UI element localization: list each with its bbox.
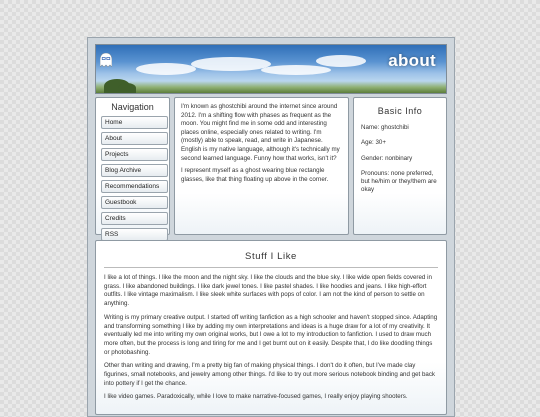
cloud-shape [261,65,331,75]
info-age: Age: 30+ [361,139,386,147]
nav-item-credits[interactable]: Credits [101,212,168,225]
nav-item-recommendations[interactable]: Recommendations [101,180,168,193]
cloud-shape [316,55,366,67]
stuff-i-like-panel [95,240,447,415]
stuff-paragraph: Other than writing and drawing, I'm a pretty big fan of making physical things. I don't do it often, but I've made clay figurines, small notebooks, and jewelry among other things. I'd like to try out more serious notebook binding and get back into pottery if I get the chance. [104,362,436,387]
ghost-icon [100,53,112,67]
stuff-paragraph: Writing is my primary creative output. I started off writing fanfiction as a high schooler and haven't stopped since. Adapting and transforming something I like by adding my own interpretations and ideas is a huge draw for a lot of my creativity. It eventually led me into writing my own original works, but I owe a lot to my introduction to fanfiction. I used to draw much more often, but the process is long and tiring for me and I get burnt out on it easily. Despite that, I do like doodling things or photobashing. [104,313,438,356]
intro-paragraph: I'm known as ghostchibi around the internet since around 2012. I'm a shifting flow with phases as frequent as the moon. You might find me in some odd and interesting places online, especially ones related to writing. I'm (mostly) able to speak, read, and write in Japanese. English is my native language, although it's technically my second learned language. Funny how that works, isn't it? [181,103,340,162]
intro-panel [174,97,349,235]
nav-item-projects[interactable]: Projects [101,148,168,161]
nav-item-about[interactable]: About [101,132,168,145]
navigation-panel [95,97,170,238]
info-name: Name: ghostchibi [361,124,409,131]
info-gender: Gender: nonbinary [361,154,413,162]
stuff-paragraph: I like video games. Paradoxically, while I love to make narrative-focused games, I really enjoy playing shooters. [104,393,408,401]
basic-info-title: Basic Info [377,106,423,116]
cloud-shape [191,57,271,71]
nav-item-guestbook[interactable]: Guestbook [101,196,168,209]
tree-shape [118,83,136,93]
cloud-shape [136,63,196,75]
navigation-title: Navigation [111,102,154,112]
nav-item-blog-archive[interactable]: Blog Archive [101,164,168,177]
header-banner [95,44,447,94]
intro-paragraph: I represent myself as a ghost wearing blue rectangle glasses, like that thing floating up above in the corner. [181,167,329,183]
page-title: about [388,51,436,70]
nav-item-home[interactable]: Home [101,116,168,129]
stuff-paragraph: I like a lot of things. I like the moon and the night sky. I like the clouds and the blue sky. I like wide open fields covered in grass. I like abandoned buildings. I like dark jewel tones. I like pastel shades. I like hoodies and jeans. I like high-effort outfits. I like vintage maximalism. I like sleek white surfaces with pops of color. I am not the kind of person to settle on anything. [104,274,432,308]
stuff-title: Stuff I Like [104,251,438,268]
basic-info-panel [353,97,447,235]
info-pronouns: Pronouns: none preferred, but he/him or they/them are okay [361,169,437,194]
nav-item-rss[interactable]: RSS [101,228,168,241]
